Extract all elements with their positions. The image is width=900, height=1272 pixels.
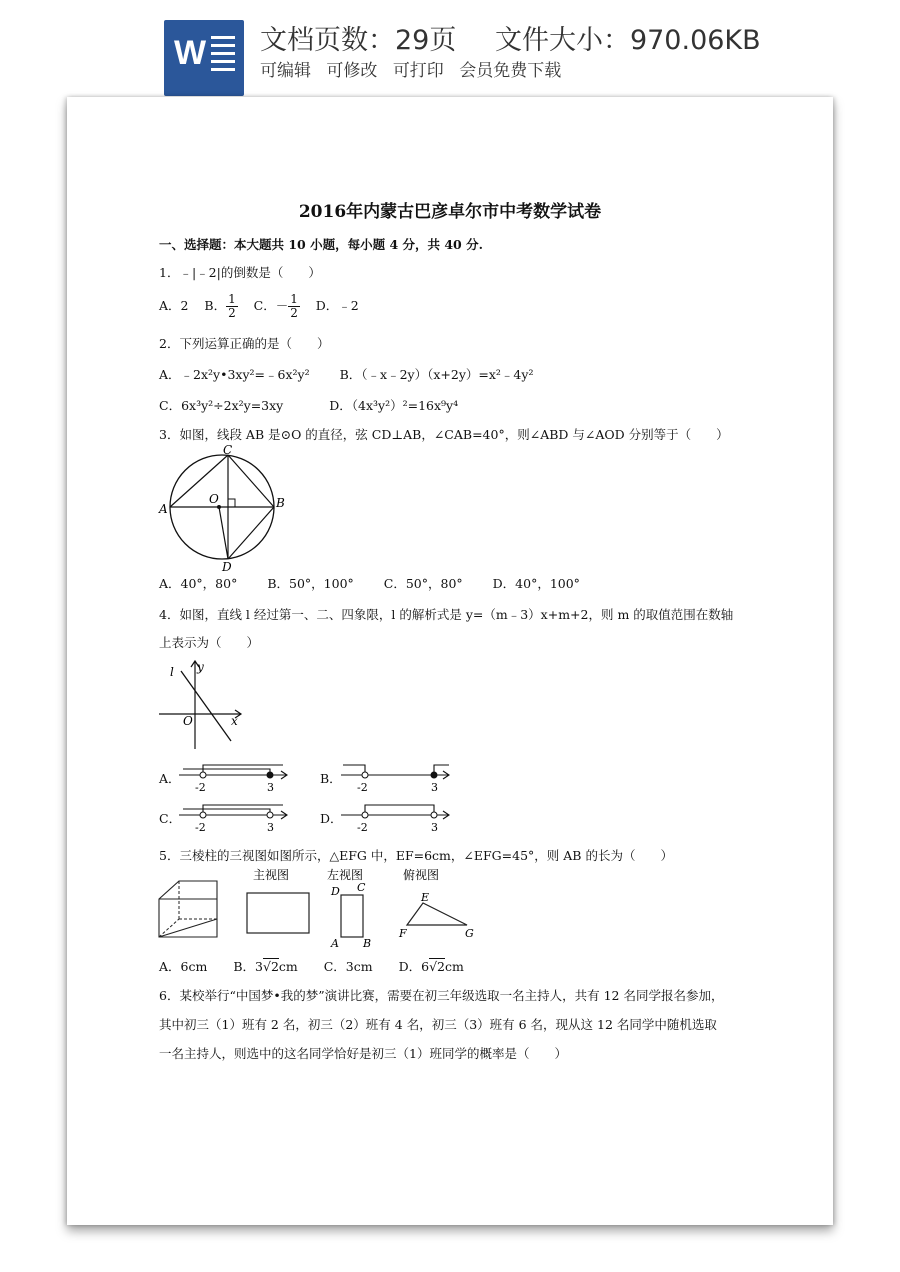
q3-option-a: A．40°，80°	[159, 576, 238, 591]
q4-stem-line1: 4．如图，直线 l 经过第一、二、四象限，l 的解析式是 y=（m﹣3）x+m+2，则 m 的取值范围在数轴	[159, 607, 734, 622]
feature-modifiable: 可修改	[326, 61, 378, 81]
svg-text:-2: -2	[195, 781, 206, 794]
q5-option-d: D．6√2cm	[398, 959, 464, 974]
q3-option-b: B．50°，100°	[267, 576, 354, 591]
feature-printable: 可打印	[392, 61, 444, 81]
q1-option-d: D．﹣2	[315, 298, 359, 313]
svg-text:-2: -2	[357, 821, 368, 834]
q4-option-c-label: C．	[159, 811, 182, 826]
q1-option-c: C．－ $\frac{1}{2}$	[253, 292, 298, 320]
q5-options	[159, 957, 464, 975]
q1-option-b: B． $\frac{1}{2}$	[204, 292, 236, 320]
page-count: 文档页数：29页	[260, 25, 457, 56]
q3-circle-figure	[155, 445, 285, 573]
svg-text:D: D	[331, 885, 340, 898]
svg-text:B: B	[363, 937, 372, 949]
q6-line1: 6．某校举行“中国梦•我的梦”演讲比赛，需要在初三年级选取一名主持人，共有 12 名同学报名参加，	[159, 988, 724, 1003]
q4-label-x: x	[231, 714, 238, 728]
q5-top-view-label: 俯视图	[403, 868, 440, 882]
q2-option-d: D．（4x³y²）²=16x⁹y⁴	[329, 398, 459, 413]
svg-text:A: A	[331, 937, 339, 949]
feature-member-download: 会员免费下载	[459, 61, 562, 81]
svg-text:G: G	[465, 927, 474, 940]
q5-option-a: A．6cm	[159, 959, 208, 974]
q2-options-cd	[159, 396, 458, 414]
q3-options	[159, 574, 580, 592]
feature-editable: 可编辑	[260, 61, 311, 81]
q4-stem-line2: 上表示为（ ）	[159, 635, 260, 650]
q5-left-view-label: 左视图	[327, 868, 364, 882]
q3-label-c: C	[223, 445, 233, 457]
feature-list	[260, 56, 571, 81]
q4-option-a-label: A．	[159, 771, 181, 786]
q3-label-a: A	[159, 502, 168, 516]
q2-option-c: C．6x³y²÷2x²y=3xy	[159, 398, 284, 413]
q3-label-d: D	[222, 560, 232, 573]
svg-text:3: 3	[267, 821, 274, 834]
q4-option-b-numberline	[337, 759, 457, 795]
q5-option-c: C．3cm	[323, 959, 373, 974]
q4-option-d-label: D．	[320, 811, 343, 826]
q4-option-d-numberline	[337, 799, 457, 835]
file-size: 文件大小：970.06KB	[494, 25, 761, 56]
q1-stem: 1．﹣|﹣2|的倒数是（ ）	[159, 265, 321, 280]
q5-main-view-label: 主视图	[253, 868, 290, 882]
q4-option-b-label: B．	[320, 771, 342, 786]
q2-option-a: A．﹣2x²y•3xy²=﹣6x²y²	[159, 367, 310, 382]
svg-text:E: E	[421, 891, 430, 904]
q5-option-b: B．3√2cm	[233, 959, 298, 974]
q1-options	[159, 293, 359, 320]
q3-option-d: D．40°，100°	[492, 576, 580, 591]
svg-text:-2: -2	[357, 781, 368, 794]
q5-stem: 5．三棱柱的三视图如图所示，△EFG 中，EF=6cm，∠EFG=45°，则 AB 的长为（ ）	[159, 848, 673, 863]
q3-option-c: C．50°，80°	[383, 576, 463, 591]
word-doc-icon	[164, 20, 244, 96]
q4-option-a-numberline	[175, 759, 295, 795]
svg-text:3: 3	[431, 821, 438, 834]
q1-option-a: A．2	[159, 298, 189, 313]
q2-stem: 2．下列运算正确的是（ ）	[159, 336, 330, 351]
q3-stem: 3．如图，线段 AB 是⊙O 的直径，弦 CD⊥AB，∠CAB=40°，则∠ABD 与∠AOD 分别等于（ ）	[159, 427, 729, 442]
q3-label-o: O	[209, 492, 219, 506]
q4-option-c-numberline	[175, 799, 295, 835]
q2-option-b: B．（﹣x﹣2y）（x+2y）=x²﹣4y²	[339, 367, 534, 382]
svg-text:3: 3	[431, 781, 438, 794]
svg-text:-2: -2	[195, 821, 206, 834]
q4-label-y: y	[197, 660, 204, 674]
document-title: 2016年内蒙古巴彦卓尔市中考数学试卷	[298, 202, 602, 222]
q6-line3: 一名主持人，则选中的这名同学恰好是初三（1）班同学的概率是（ ）	[159, 1046, 567, 1061]
q4-label-o: O	[183, 714, 193, 728]
q4-line-graph	[155, 659, 245, 754]
q6-line2: 其中初三（1）班有 2 名，初三（2）班有 4 名，初三（3）班有 6 名，现从这 12 名同学中随机选取	[159, 1017, 717, 1032]
q5-three-views-figure	[155, 867, 485, 949]
svg-text:3: 3	[267, 781, 274, 794]
q4-label-l: l	[170, 665, 174, 679]
svg-text:F: F	[399, 927, 407, 940]
word-letter: W	[174, 34, 207, 72]
document-page	[67, 97, 833, 1225]
doc-stats	[260, 18, 791, 57]
header-banner	[0, 0, 900, 100]
q2-options-ab	[159, 365, 533, 383]
svg-text:C: C	[357, 881, 366, 894]
section-heading: 一、选择题：本大题共 10 小题，每小题 4 分，共 40 分.	[159, 237, 483, 252]
q3-label-b: B	[276, 496, 285, 510]
doc-lines-icon	[211, 36, 235, 76]
